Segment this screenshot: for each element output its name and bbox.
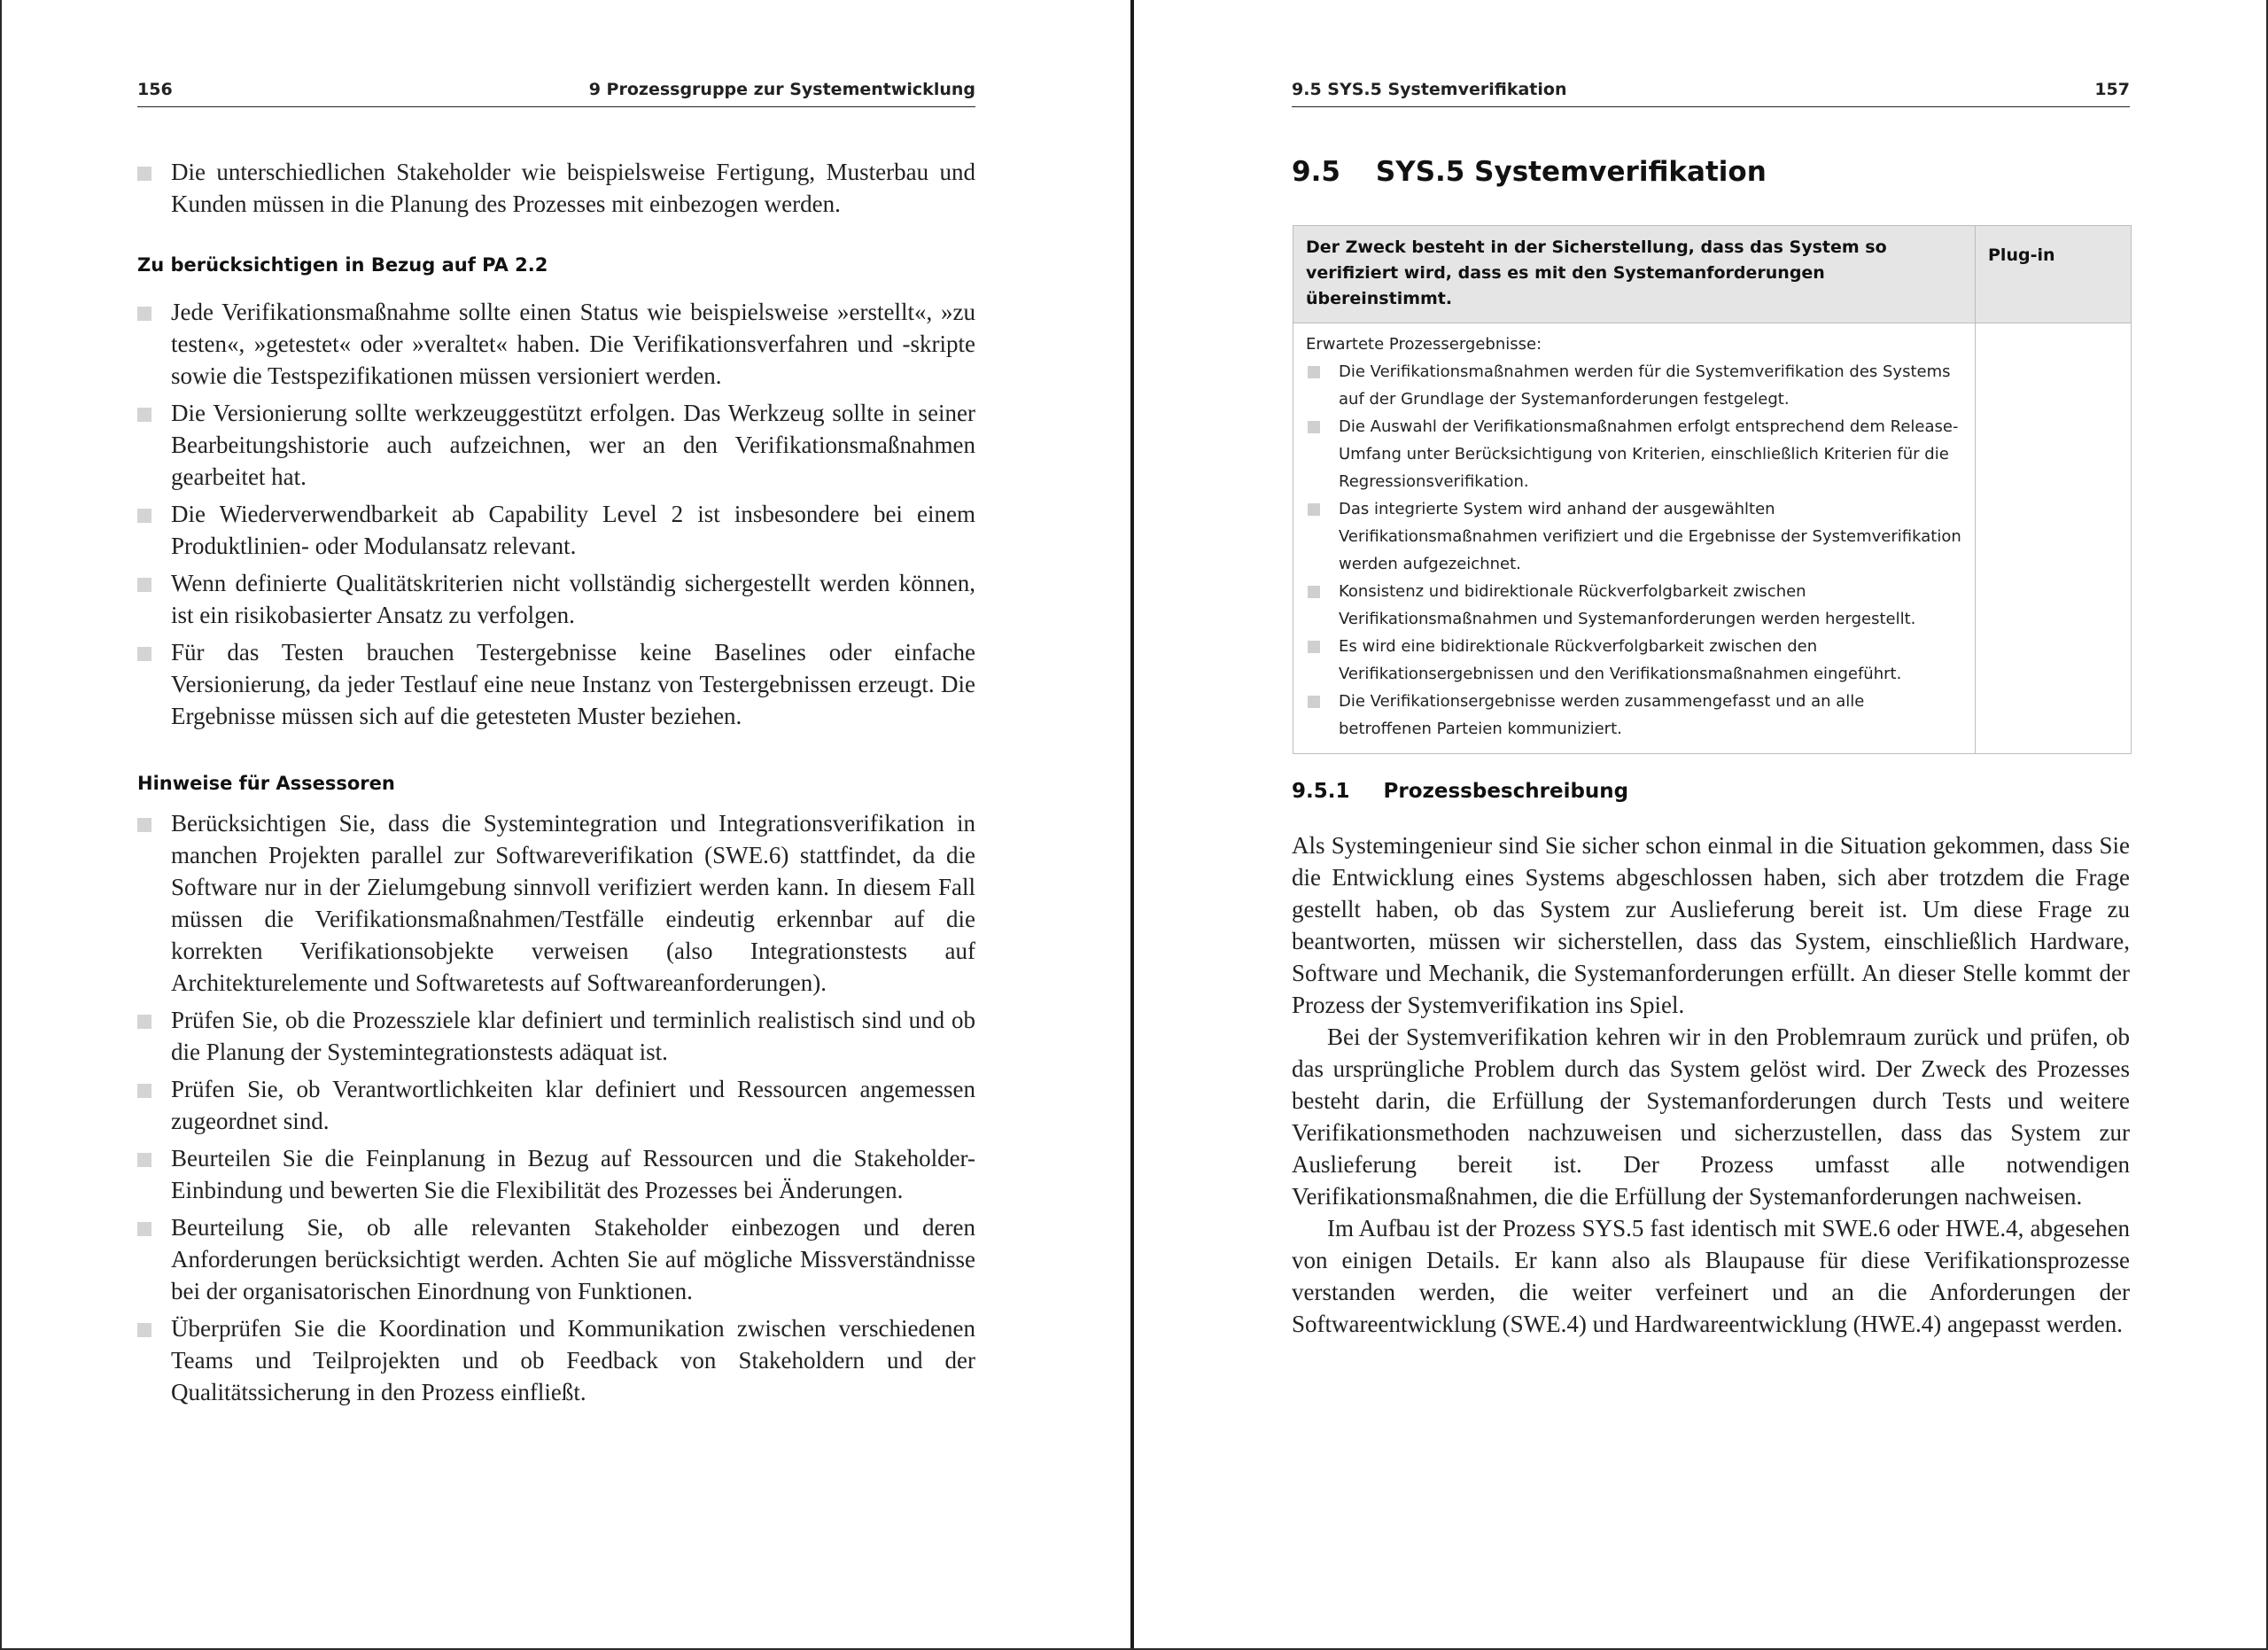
bullet-square-icon — [137, 1323, 151, 1337]
intro-bullet-list — [137, 156, 975, 220]
paragraph: Bei der Systemverifikation kehren wir in den Problemraum zurück und prüfen, ob das ursprüngliche Problem durch das System gelöst wird. Der Zweck des Prozesses besteht darin, die Erfüllung der Systemanforderungen durch Tests und weitere Verifikationsmethoden nachzuweisen und sicherzustellen, dass das System zur Auslieferung bereit ist. Der Prozess umfasst alle notwendigen Verifikationsmaßnahmen, die die Erfüllung der Systemanforderungen nachweisen. — [1292, 1023, 2130, 1210]
bullet-square-icon — [137, 1153, 151, 1167]
list-item: Die Auswahl der Verifikationsmaßnahmen erfolgt entsprechend dem Release-Umfang unter Berücksichtigung von Kriterien, einschließlich Kriterien für die Regressionsverifikation. — [1306, 413, 1962, 495]
bullet-square-icon — [1308, 641, 1320, 653]
right-running-title: 9.5 SYS.5 Systemverifikation — [1292, 80, 1567, 99]
list-item: Beurteilung Sie, ob alle relevanten Stakeholder einbezogen und deren Anforderungen berücksichtigt werden. Achten Sie auf mögliche Missverständnisse bei der organisatorischen Einordnung von Funktionen. — [137, 1211, 975, 1307]
subsection-heading — [1292, 780, 2130, 803]
right-running-head — [1292, 80, 2130, 106]
bullet-square-icon — [137, 408, 151, 422]
table-body-row — [1293, 323, 2131, 753]
bullet-square-icon — [137, 509, 151, 523]
list-item: Es wird eine bidirektionale Rückverfolgbarkeit zwischen den Verifikationsergebnissen und den Verifikationsmaßnahmen eingeführt. — [1306, 633, 1962, 688]
process-description — [1292, 829, 2130, 1340]
list-item: Prüfen Sie, ob Verantwortlichkeiten klar definiert und Ressourcen angemessen zugeordnet sind. — [137, 1073, 975, 1137]
right-header-rule — [1292, 106, 2130, 107]
section-title: SYS.5 Systemverifikation — [1375, 156, 1767, 188]
bullet-square-icon — [137, 1015, 151, 1029]
left-header-rule — [137, 106, 975, 107]
pa22-bullet-list — [137, 296, 975, 732]
bullet-square-icon — [137, 818, 151, 832]
list-item: Die Verifikationsergebnisse werden zusammengefasst und an alle betroffenen Parteien kommuniziert. — [1306, 688, 1962, 743]
section-number: 9.5 — [1292, 156, 1340, 188]
list-item: Die Versionierung sollte werkzeuggestützt erfolgen. Das Werkzeug sollte in seiner Bearbeitungshistorie auch aufzeichnen, wer an den Verifikationsmaßnahmen gearbeitet hat. — [137, 397, 975, 493]
table-header-row — [1293, 226, 2131, 323]
assessor-block — [137, 807, 975, 1413]
outcomes-label: Erwartete Prozessergebnisse: — [1306, 335, 1542, 354]
page-gutter — [1130, 0, 1134, 1650]
process-purpose-table — [1293, 225, 2132, 754]
pa22-block — [137, 296, 975, 737]
left-frame-edge — [0, 0, 2, 1650]
list-item: Prüfen Sie, ob die Prozessziele klar definiert und terminlich realistisch sind und ob die Planung der Systemintegrationstests adäquat ist. — [137, 1004, 975, 1068]
left-page-number: 156 — [137, 80, 173, 99]
list-item: Konsistenz und bidirektionale Rückverfolgbarkeit zwischen Verifikationsmaßnahmen und Systemanforderungen werden hergestellt. — [1306, 578, 1962, 633]
bullet-square-icon — [1308, 696, 1320, 708]
list-item: Wenn definierte Qualitätskriterien nicht vollständig sichergestellt werden können, ist ein risikobasierter Ansatz zu verfolgen. — [137, 567, 975, 631]
subsection-title: Prozessbeschreibung — [1383, 780, 1629, 803]
paragraph: Im Aufbau ist der Prozess SYS.5 fast identisch mit SWE.6 oder HWE.4, abgesehen von einigen Details. Er kann also als Blaupause für diese Verifikationsprozesse verstanden werden, die weiter verfeinert und an die Anforderungen der Softwareentwicklung (SWE.4) und Hardwareentwicklung (HWE.4) angepasst werden. — [1292, 1215, 2130, 1337]
list-item: Die unterschiedlichen Stakeholder wie beispielsweise Fertigung, Musterbau und Kunden müssen in die Planung des Prozesses mit einbezogen werden. — [137, 156, 975, 220]
pa22-heading: Zu berücksichtigen in Bezug auf PA 2.2 — [137, 254, 548, 276]
list-item: Jede Verifikationsmaßnahme sollte einen Status wie beispielsweise »erstellt«, »zu testen«, »getestet« oder »veraltet« haben. Die Verifikationsverfahren und -skripte sowie die Testspezifikationen müssen versioniert werden. — [137, 296, 975, 392]
bullet-square-icon — [1308, 366, 1320, 378]
list-item: Die Wiederverwendbarkeit ab Capability Level 2 ist insbesondere bei einem Produktlinien- oder Modulansatz relevant. — [137, 498, 975, 562]
assessor-bullet-list — [137, 807, 975, 1408]
bullet-square-icon — [137, 578, 151, 592]
left-running-title: 9 Prozessgruppe zur Systementwicklung — [588, 80, 975, 99]
bullet-square-icon — [1308, 586, 1320, 598]
plugin-header-cell: Plug-in — [1988, 245, 2055, 265]
purpose-cell: Der Zweck besteht in der Sicherstellung, dass das System so verifiziert wird, dass es mit den Systemanforderungen übereinstimmt. — [1293, 226, 1976, 323]
assessor-heading: Hinweise für Assessoren — [137, 773, 395, 794]
bullet-square-icon — [137, 647, 151, 661]
right-page-number: 157 — [2094, 80, 2130, 99]
bullet-square-icon — [137, 1084, 151, 1098]
outcomes-cell — [1293, 323, 1976, 753]
plugin-empty-cell — [1976, 323, 2131, 753]
list-item: Überprüfen Sie die Koordination und Kommunikation zwischen verschiedenen Teams und Teilprojekten und ob Feedback von Stakeholdern und der Qualitätssicherung in den Prozess einfließt. — [137, 1312, 975, 1408]
bullet-square-icon — [1308, 421, 1320, 433]
left-page — [0, 0, 1132, 1650]
section-heading — [1292, 156, 2130, 188]
bullet-square-icon — [137, 307, 151, 321]
list-item: Die Verifikationsmaßnahmen werden für die Systemverifikation des Systems auf der Grundlage der Systemanforderungen festgelegt. — [1306, 358, 1962, 413]
list-item: Beurteilen Sie die Feinplanung in Bezug auf Ressourcen und die Stakeholder-Einbindung und bewerten Sie die Flexibilität des Prozesses bei Änderungen. — [137, 1142, 975, 1206]
list-item: Für das Testen brauchen Testergebnisse keine Baselines oder einfache Versionierung, da jeder Testlauf eine neue Instanz von Testergebnissen erzeugt. Die Ergebnisse müssen sich auf die getesteten Muster beziehen. — [137, 636, 975, 732]
list-item: Berücksichtigen Sie, dass die Systemintegration und Integrationsverifikation in manchen Projekten parallel zur Softwareverifikation (SWE.6) stattfindet, da die Software nur in der Zielumgebung sinnvoll verifiziert werden kann. In diesem Fall müssen die Verifikationsmaßnahmen/Testfälle eindeutig erkennbar auf die korrekten Verifikationsobjekte verweisen (also Integrationstests auf Architekturelemente und Softwaretests auf Softwareanforderungen). — [137, 807, 975, 999]
bullet-square-icon — [137, 1222, 151, 1236]
subsection-number: 9.5.1 — [1292, 780, 1350, 803]
list-item: Das integrierte System wird anhand der ausgewählten Verifikationsmaßnahmen verifiziert und die Ergebnisse der Systemverifikation werden aufgezeichnet. — [1306, 495, 1962, 578]
bullet-square-icon — [1308, 503, 1320, 516]
right-page — [1136, 0, 2268, 1650]
bullet-square-icon — [137, 167, 151, 181]
left-intro-block — [137, 156, 975, 225]
paragraph: Als Systemingenieur sind Sie sicher schon einmal in die Situation gekommen, dass Sie die Entwicklung eines Systems abgeschlossen haben, sich aber trotzdem die Frage gestellt haben, ob das System zur Auslieferung bereit ist. Um diese Frage zu beantworten, müssen wir sicherstellen, dass das System, einschließlich Hardware, Software und Mechanik, die Systemanforderungen erfüllt. An dieser Stelle kommt der Prozess der Systemverifikation ins Spiel. — [1292, 832, 2130, 1018]
left-running-head — [137, 80, 975, 106]
outcomes-list — [1306, 358, 1962, 743]
